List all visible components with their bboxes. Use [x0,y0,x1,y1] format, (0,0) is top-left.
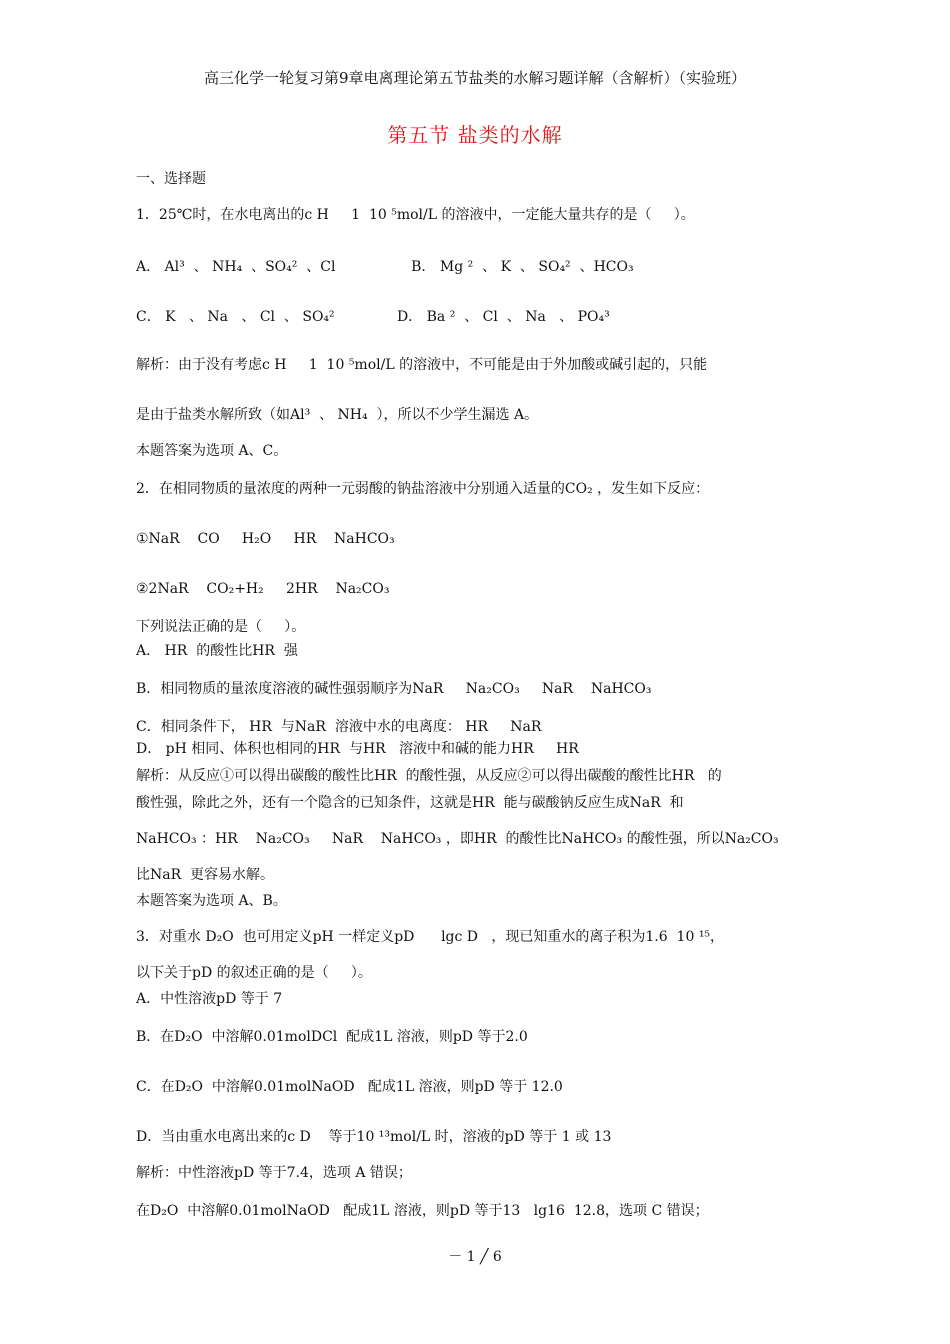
q2-reaction-1: ①NaR CO H₂O HR NaHCO₃ [136,531,395,547]
q2-analysis-3: NaHCO₃ ：HR Na₂CO₃ NaR NaHCO₃ ，即HR 的酸性比NaHCO₃ 的酸性强，所以Na₂CO₃ [136,831,779,847]
q3-analysis-1: 解析：中性溶液pD 等于7.4，选项 A 错误； [136,1165,412,1181]
page-number: － 1 ╱ 6 [448,1249,502,1265]
document-header: 高三化学一轮复习第9章电离理论第五节盐类的水解习题详解（含解析）（实验班） [203,69,747,87]
q1-analysis-2: 是由于盐类水解所致（如Al³ 、 NH₄ ），所以不少学生漏选 A。 [136,407,539,423]
q2-option-a: A． HR 的酸性比HR 强 [136,643,298,659]
q1-answer: 本题答案为选项 A、C。 [136,443,288,459]
q3-stem-2: 以下关于pD 的叙述正确的是（ ）。 [136,965,372,981]
q2-reaction-2: ②2NaR CO₂+H₂ 2HR Na₂CO₃ [136,581,390,597]
q2-option-c: C．相同条件下， HR 与NaR 溶液中水的电离度： HR NaR [136,719,542,735]
q1-stem: 1．25℃时，在水电离出的c H 1 10 ⁵mol/L 的溶液中，一定能大量共存的是（ ）。 [136,207,695,223]
q3-option-c: C．在D₂O 中溶解0.01molNaOD 配成1L 溶液，则pD 等于 12.0 [136,1079,563,1095]
section-title: 第五节 盐类的水解 [387,123,563,147]
q3-option-b: B．在D₂O 中溶解0.01molDCl 配成1L 溶液，则pD 等于2.0 [136,1029,528,1045]
q2-prompt: 下列说法正确的是（ ）。 [136,619,306,635]
q3-stem-1: 3．对重水 D₂O 也可用定义pH 一样定义pD lgc D ，现已知重水的离子积为1.6 10 ¹⁵， [136,929,725,945]
q3-option-a: A．中性溶液pD 等于 7 [136,991,283,1007]
q1-options-ab: A． Al³ 、 NH₄ 、SO₄² 、Cl B． Mg ² 、 K 、 SO₄² 、HCO₃ [136,259,634,275]
q2-answer: 本题答案为选项 A、B。 [136,893,287,909]
q1-options-cd: C． K 、 Na 、 Cl 、 SO₄² D． Ba ² 、 Cl 、 Na 、 PO₄³ [136,309,610,325]
q2-analysis-4: 比NaR 更容易水解。 [136,867,275,883]
q2-option-d: D． pH 相同、体积也相同的HR 与HR 溶液中和碱的能力HR HR [136,741,579,757]
heading-choice: 一、选择题 [136,171,206,187]
q3-analysis-2: 在D₂O 中溶解0.01molNaOD 配成1L 溶液，则pD 等于13 lg16 12.8，选项 C 错误； [136,1203,709,1219]
q2-analysis-2: 酸性强，除此之外，还有一个隐含的已知条件，这就是HR 能与碳酸钠反应生成NaR 和 [136,795,684,811]
q1-analysis-1: 解析：由于没有考虑c H 1 10 ⁵mol/L 的溶液中，不可能是由于外加酸或碱引起的，只能 [136,357,708,373]
q2-stem: 2．在相同物质的量浓度的两种一元弱酸的钠盐溶液中分别通入适量的CO₂ ，发生如下反应： [136,481,710,497]
q3-option-d: D．当由重水电离出来的c D 等于10 ¹³mol/L 时，溶液的pD 等于 1 或 13 [136,1129,612,1145]
q2-option-b: B．相同物质的量浓度溶液的碱性强弱顺序为NaR Na₂CO₃ NaR NaHCO₃ [136,681,652,697]
q2-analysis-1: 解析：从反应①可以得出碳酸的酸性比HR 的酸性强，从反应②可以得出碳酸的酸性比HR 的 [136,768,722,784]
